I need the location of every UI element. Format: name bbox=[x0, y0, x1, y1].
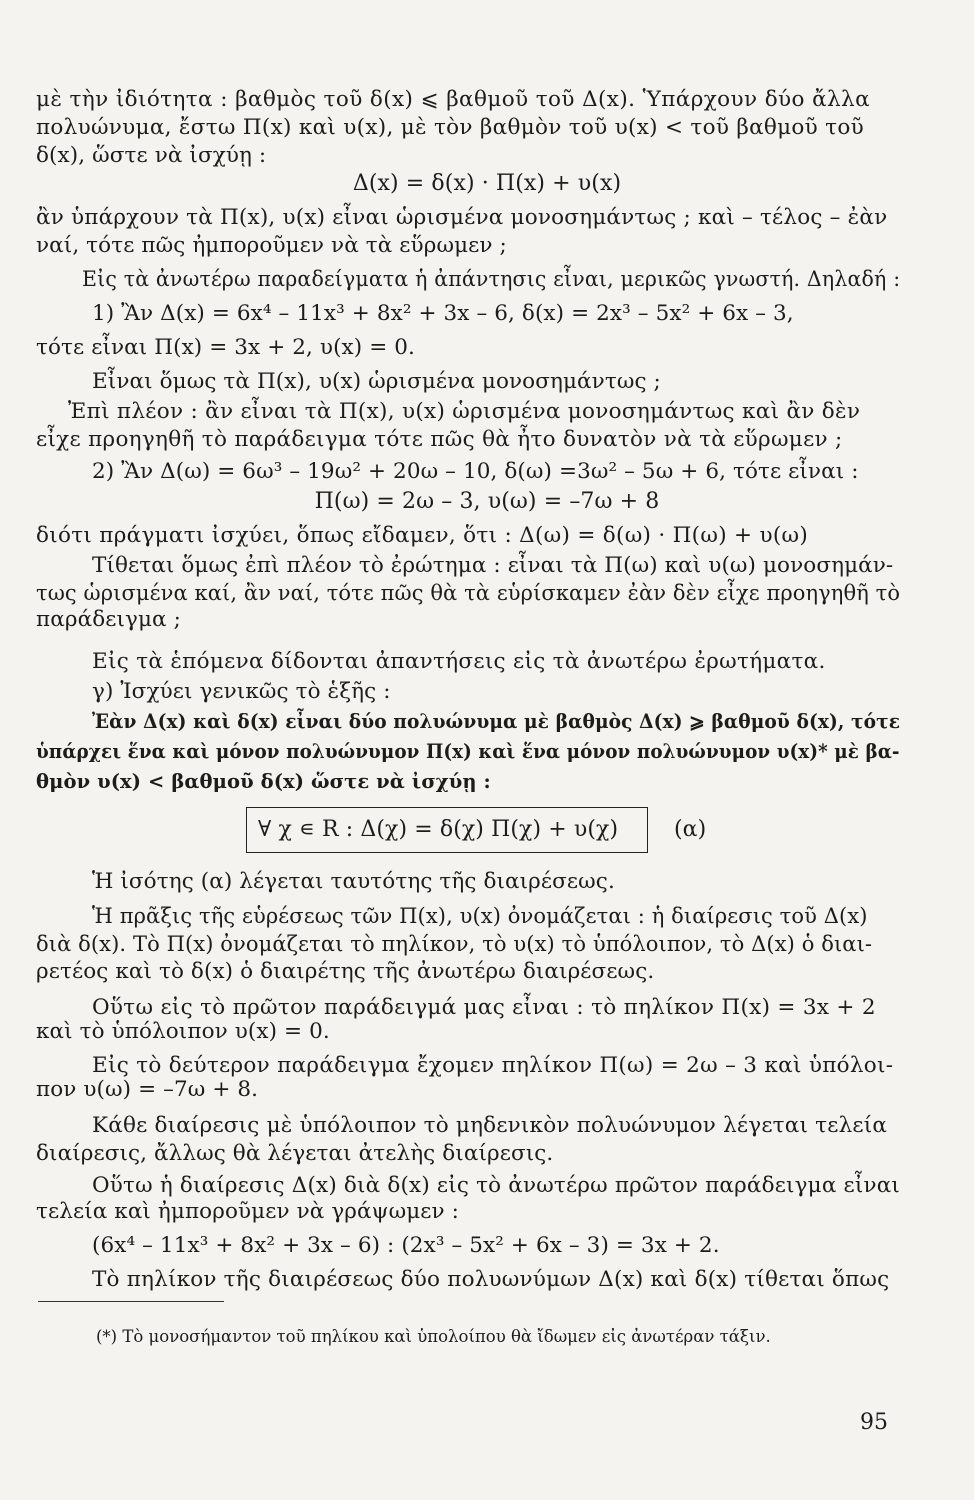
text-line: καὶ τὸ ὑπόλοιπον υ(x) = 0. bbox=[36, 1019, 330, 1044]
text-line: διαίρεσις, ἄλλως θὰ λέγεται ἀτελὴς διαίρεσις. bbox=[36, 1141, 554, 1166]
text-line: τελεία καὶ ἠμποροῦμεν νὰ γράψωμεν : bbox=[36, 1199, 459, 1224]
example-1-line: 1) Ἂν Δ(x) = 6x⁴ – 11x³ + 8x² + 3x – 6, δ(x) = 2x³ – 5x² + 6x – 3, bbox=[92, 301, 794, 326]
text-line: Ἡ πρᾶξις τῆς εὑρέσεως τῶν Π(x), υ(x) ὀνομάζεται : ἡ διαίρεσις τοῦ Δ(x) bbox=[92, 904, 868, 928]
text-line: Εἶναι ὅμως τὰ Π(x), υ(x) ὡρισμένα μονοσημάντως ; bbox=[92, 369, 661, 394]
identity-label: (α) bbox=[674, 817, 707, 842]
text-line: μὲ τὴν ἰδιότητα : βαθμὸς τοῦ δ(x) ⩽ βαθμοῦ τοῦ Δ(x). Ὑπάρχουν δύο ἄλλα bbox=[36, 87, 870, 112]
theorem-line: ὑπάρχει ἕνα καὶ μόνον πολυώνυμον Π(x) καὶ ἕνα μόνον πολυώνυμον υ(x)* μὲ βα- bbox=[36, 740, 900, 763]
text-line: δ(x), ὥστε νὰ ἰσχύῃ : bbox=[36, 143, 267, 168]
text-line: Οὕτω εἰς τὸ πρῶτον παράδειγμά μας εἶναι : τὸ πηλίκον Π(x) = 3x + 2 bbox=[92, 995, 876, 1020]
text-line: Ἐπὶ πλέον : ἂν εἶναι τὰ Π(x), υ(x) ὡρισμένα μονοσημάντως καὶ ἂν δὲν bbox=[68, 399, 861, 424]
text-line: διότι πράγματι ἰσχύει, ὅπως εἴδαμεν, ὅτι : Δ(ω) = δ(ω) · Π(ω) + υ(ω) bbox=[36, 523, 809, 548]
example-2-line: 2) Ἂν Δ(ω) = 6ω³ – 19ω² + 20ω – 10, δ(ω) =3ω² – 5ω + 6, τότε εἶναι : bbox=[92, 459, 859, 484]
text-line: ναί, τότε πῶς ἠμποροῦμεν νὰ τὰ εὕρωμεν ; bbox=[36, 233, 507, 258]
section-gamma: γ) Ἰσχύει γενικῶς τὸ ἑξῆς : bbox=[92, 679, 391, 704]
text-line: Οὕτω ἡ διαίρεσις Δ(x) διὰ δ(x) εἰς τὸ ἀνωτέρω πρῶτον παράδειγμα εἶναι bbox=[92, 1173, 901, 1198]
equation-division: Δ(x) = δ(x) · Π(x) + υ(x) bbox=[352, 171, 622, 196]
text-line: Εἰς τὸ δεύτερον παράδειγμα ἔχομεν πηλίκον Π(ω) = 2ω – 3 καὶ ὑπόλοι- bbox=[92, 1053, 894, 1078]
identity-formula: ∀ χ ∊ R : Δ(χ) = δ(χ) Π(χ) + υ(χ) bbox=[258, 817, 619, 842]
theorem-line: θμὸν υ(x) < βαθμοῦ δ(x) ὥστε νὰ ἰσχύῃ : bbox=[36, 770, 491, 793]
text-line: Κάθε διαίρεσις μὲ ὑπόλοιπον τὸ μηδενικὸν πολυώνυμον λέγεται τελεία bbox=[92, 1113, 888, 1138]
page-number: 95 bbox=[860, 1410, 888, 1435]
text-line: πολυώνυμα, ἔστω Π(x) καὶ υ(x), μὲ τὸν βαθμὸν τοῦ υ(x) < τοῦ βαθμοῦ τοῦ bbox=[36, 115, 864, 140]
division-equation: (6x⁴ – 11x³ + 8x² + 3x – 6) : (2x³ – 5x² + 6x – 3) = 3x + 2. bbox=[92, 1233, 720, 1258]
footnote: (*) Τὸ μονοσήμαντον τοῦ πηλίκου καὶ ὑπολοίπου θὰ ἴδωμεν εἰς ἀνωτέραν τάξιν. bbox=[96, 1327, 771, 1346]
text-line: διὰ δ(x). Τὸ Π(x) ὀνομάζεται τὸ πηλίκον, τὸ υ(x) τὸ ὑπόλοιπον, τὸ Δ(x) ὁ διαι- bbox=[36, 932, 873, 956]
equation-example-2: Π(ω) = 2ω – 3, υ(ω) = –7ω + 8 bbox=[314, 489, 660, 514]
text-line: τως ὡρισμένα καί, ἂν ναί, τότε πῶς θὰ τὰ εὑρίσκαμεν ἐὰν δὲν εἶχε προηγηθῆ τὸ bbox=[36, 581, 901, 606]
text-line: Εἰς τὰ ἀνωτέρω παραδείγματα ἡ ἀπάντησις εἶναι, μερικῶς γνωστή. Δηλαδή : bbox=[82, 267, 901, 292]
text-line: Τίθεται ὅμως ἐπὶ πλέον τὸ ἐρώτημα : εἶναι τὰ Π(ω) καὶ υ(ω) μονοσημάν- bbox=[92, 553, 894, 578]
theorem-line: Ἐὰν Δ(x) καὶ δ(x) εἶναι δύο πολυώνυμα μὲ βαθμὸς Δ(x) ⩾ βαθμοῦ δ(x), τότε bbox=[92, 710, 901, 733]
text-line: εἶχε προηγηθῆ τὸ παράδειγμα τότε πῶς θὰ ἦτο δυνατὸν νὰ τὰ εὕρωμεν ; bbox=[36, 427, 843, 452]
text-line: πον υ(ω) = –7ω + 8. bbox=[36, 1077, 259, 1102]
text-line: Τὸ πηλίκον τῆς διαιρέσεως δύο πολυωνύμων Δ(x) καὶ δ(x) τίθεται ὅπως bbox=[92, 1267, 890, 1292]
text-line: παράδειγμα ; bbox=[36, 607, 181, 632]
text-line: τότε εἶναι Π(x) = 3x + 2, υ(x) = 0. bbox=[36, 335, 415, 360]
footnote-divider bbox=[38, 1301, 224, 1302]
text-line: ἂν ὑπάρχουν τὰ Π(x), υ(x) εἶναι ὡρισμένα μονοσημάντως ; καὶ – τέλος – ἐὰν bbox=[36, 205, 888, 230]
text-line: ρετέος καὶ τὸ δ(x) ὁ διαιρέτης τῆς ἀνωτέρω διαιρέσεως. bbox=[36, 959, 655, 984]
text-line: Ἡ ἰσότης (α) λέγεται ταυτότης τῆς διαιρέσεως. bbox=[92, 869, 615, 894]
text-line: Εἰς τὰ ἑπόμενα δίδονται ἀπαντήσεις εἰς τὰ ἀνωτέρω ἐρωτήματα. bbox=[92, 649, 826, 674]
